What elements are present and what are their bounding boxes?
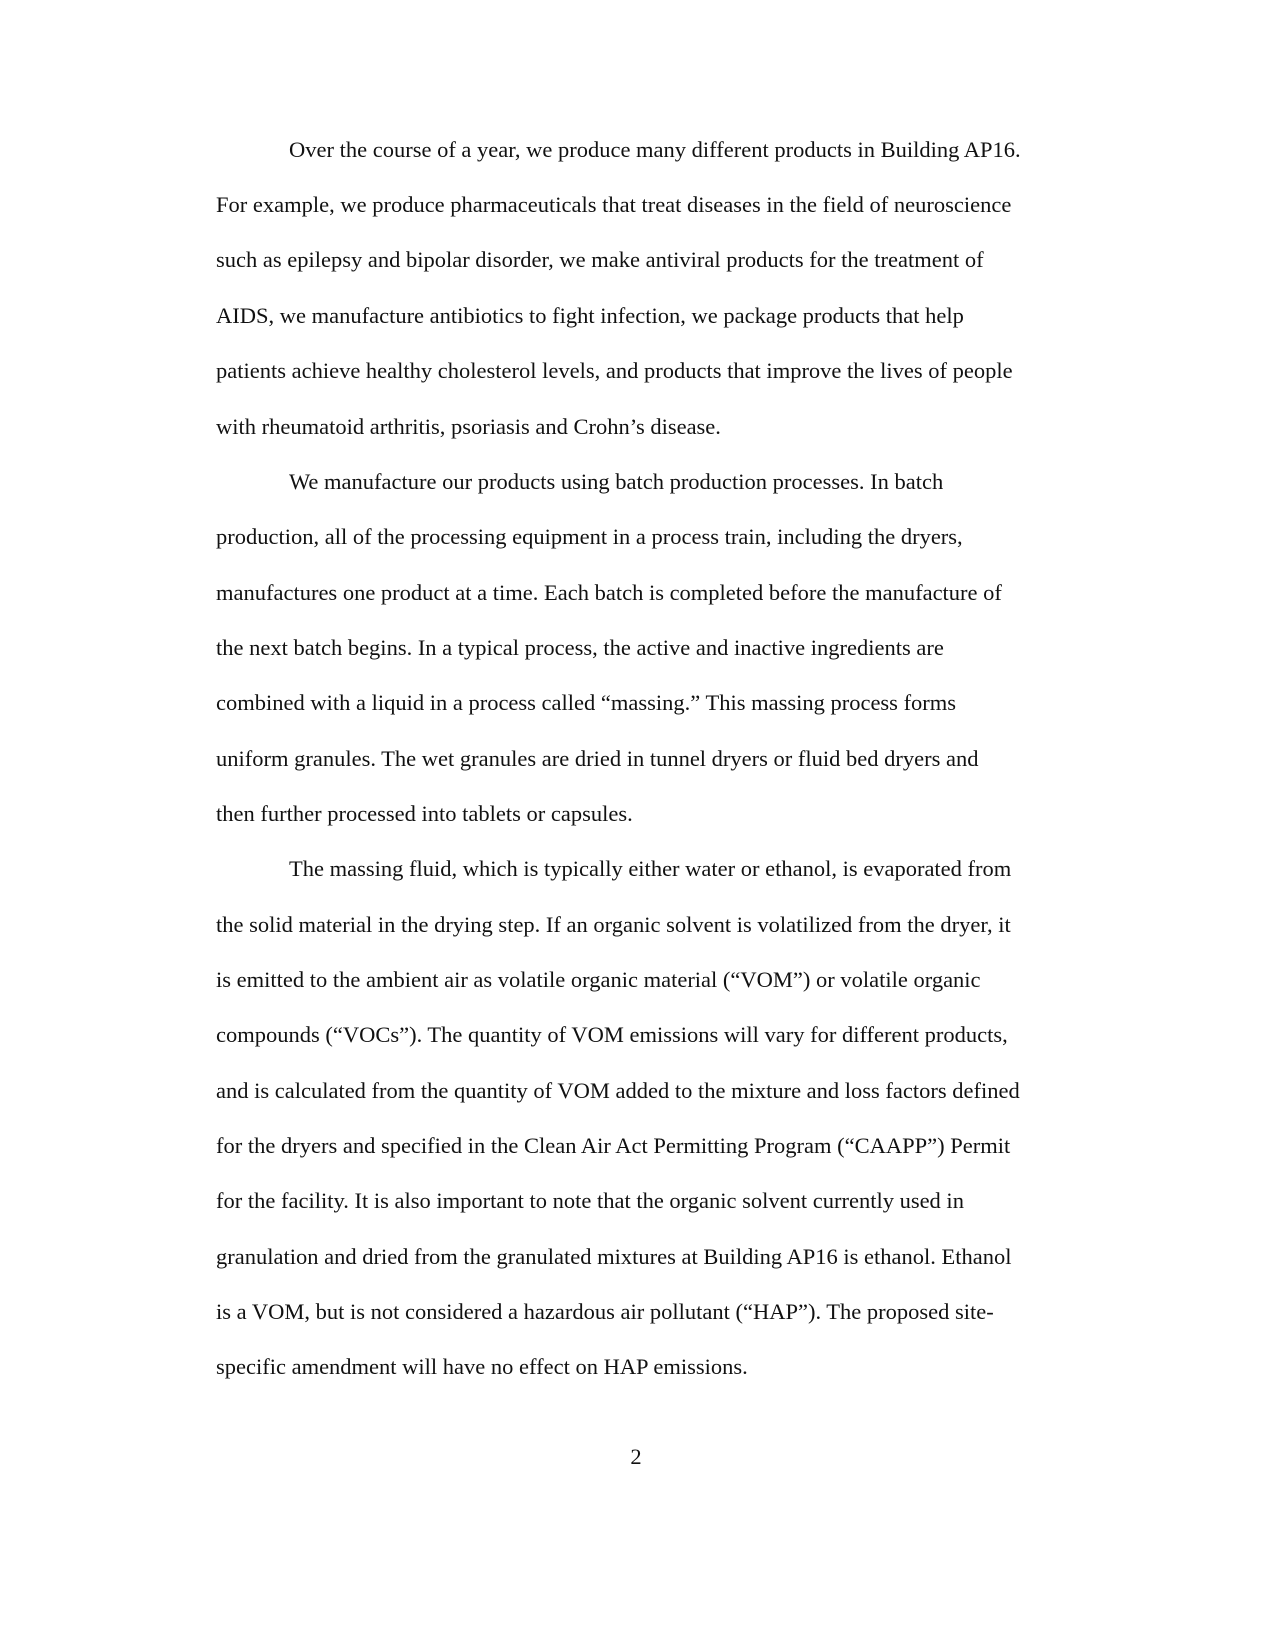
paragraph-line: then further processed into tablets or capsules. [216,801,633,826]
paragraph-line: The massing fluid, which is typically either water or ethanol, is evaporated from [289,856,1012,881]
paragraph-line: combined with a liquid in a process called “massing.” This massing process forms [216,690,957,715]
paragraph-line: granulation and dried from the granulated mixtures at Building AP16 is ethanol. Ethanol [216,1244,1012,1269]
paragraph-line: the next batch begins. In a typical process, the active and inactive ingredients are [216,635,944,660]
paragraph-line: patients achieve healthy cholesterol levels, and products that improve the lives of people [216,358,1013,383]
paragraph-line: compounds (“VOCs”). The quantity of VOM emissions will vary for different products, [216,1022,1008,1047]
paragraph-line: with rheumatoid arthritis, psoriasis and Crohn’s disease. [216,414,721,439]
paragraph-line: and is calculated from the quantity of VOM added to the mixture and loss factors defined [216,1078,1020,1103]
paragraph-line: manufactures one product at a time. Each batch is completed before the manufacture of [216,580,1002,605]
paragraph-line: is a VOM, but is not considered a hazardous air pollutant (“HAP”). The proposed site- [216,1299,994,1324]
page-number: 2 [630,1444,642,1469]
paragraph-line: Over the course of a year, we produce many different products in Building AP16. [289,137,1021,162]
paragraph-line: uniform granules. The wet granules are dried in tunnel dryers or fluid bed dryers and [216,746,979,771]
paragraph-line: AIDS, we manufacture antibiotics to fight infection, we package products that help [216,303,964,328]
paragraph-line: For example, we produce pharmaceuticals that treat diseases in the field of neuroscience [216,192,1012,217]
paragraph-line: such as epilepsy and bipolar disorder, we make antiviral products for the treatment of [216,247,984,272]
paragraph-line: the solid material in the drying step. If an organic solvent is volatilized from the dryer, it [216,912,1011,937]
paragraph-line: for the dryers and specified in the Clean Air Act Permitting Program (“CAAPP”) Permit [216,1133,1011,1158]
paragraph-line: specific amendment will have no effect on HAP emissions. [216,1354,748,1379]
paragraph-line: We manufacture our products using batch production processes. In batch [289,469,944,494]
paragraph-line: is emitted to the ambient air as volatile organic material (“VOM”) or volatile organic [216,967,981,992]
paragraph-line: production, all of the processing equipment in a process train, including the dryers, [216,524,963,549]
paragraph-line: for the facility. It is also important to note that the organic solvent currently used in [216,1188,964,1213]
